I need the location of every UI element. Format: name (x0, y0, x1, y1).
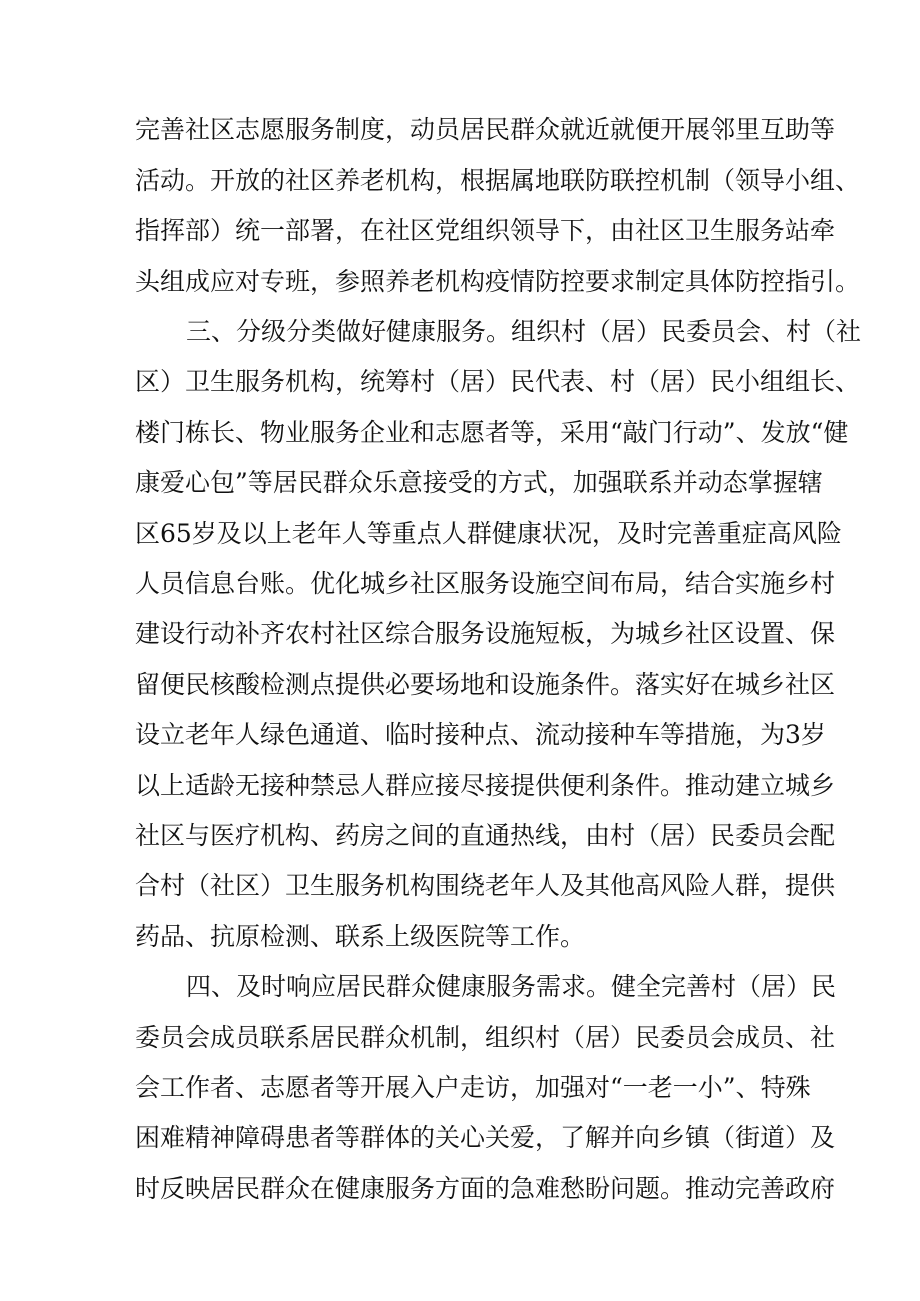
paragraph-line: 建设行动补齐农村社区综合服务设施短板，为城乡社区设置、保 (135, 619, 836, 648)
paragraph-line: 合村（社区）卫生服务机构围绕老年人及其他高风险人群，提供 (135, 871, 836, 900)
section-heading-line: 四、及时响应居民群众健康服务需求。健全完善村（居）民 (186, 972, 837, 1001)
section-heading-line: 三、分级分类做好健康服务。组织村（居）民委员会、村（社 (186, 317, 862, 346)
paragraph-line: 完善社区志愿服务制度，动员居民群众就近就便开展邻里互助等 (135, 115, 836, 144)
paragraph-line: 指挥部）统一部署，在社区党组织领导下，由社区卫生服务站牵 (135, 216, 836, 245)
paragraph-line: 楼门栋长、物业服务企业和志愿者等，采用“敲门行动”、发放“健 (135, 418, 849, 447)
paragraph-line: 区）卫生服务机构，统筹村（居）民代表、村（居）民小组组长、 (135, 367, 861, 396)
paragraph-line: 会工作者、志愿者等开展入户走访，加强对“一老一小”、特殊 (135, 1073, 811, 1102)
paragraph-line: 人员信息台账。优化城乡社区服务设施空间布局，结合实施乡村 (135, 569, 836, 598)
paragraph-line: 时反映居民群众在健康服务方面的急难愁盼问题。推动完善政府 (135, 1174, 836, 1203)
paragraph-line: 康爱心包”等居民群众乐意接受的方式，加强联系并动态掌握辖 (135, 468, 823, 497)
paragraph-line: 以上适龄无接种禁忌人群应接尽接提供便利条件。推动建立城乡 (135, 771, 836, 800)
paragraph-line: 头组成应对专班，参照养老机构疫情防控要求制定具体防控指引。 (135, 267, 861, 296)
paragraph-line: 委员会成员联系居民群众机制，组织村（居）民委员会成员、社 (135, 1023, 836, 1052)
paragraph-line: 困难精神障碍患者等群体的关心关爱，了解并向乡镇（街道）及 (135, 1123, 836, 1152)
paragraph-line: 区65岁及以上老年人等重点人群健康状况，及时完善重症高风险 (135, 519, 842, 548)
paragraph-line: 设立老年人绿色通道、临时接种点、流动接种车等措施，为3岁 (135, 720, 826, 749)
paragraph-line: 活动。开放的社区养老机构，根据属地联防联控机制（领导小组、 (135, 166, 861, 195)
paragraph-line: 留便民核酸检测点提供必要场地和设施条件。落实好在城乡社区 (135, 670, 836, 699)
paragraph-line: 社区与医疗机构、药房之间的直通热线，由村（居）民委员会配 (135, 821, 836, 850)
paragraph-line: 药品、抗原检测、联系上级医院等工作。 (135, 922, 586, 951)
